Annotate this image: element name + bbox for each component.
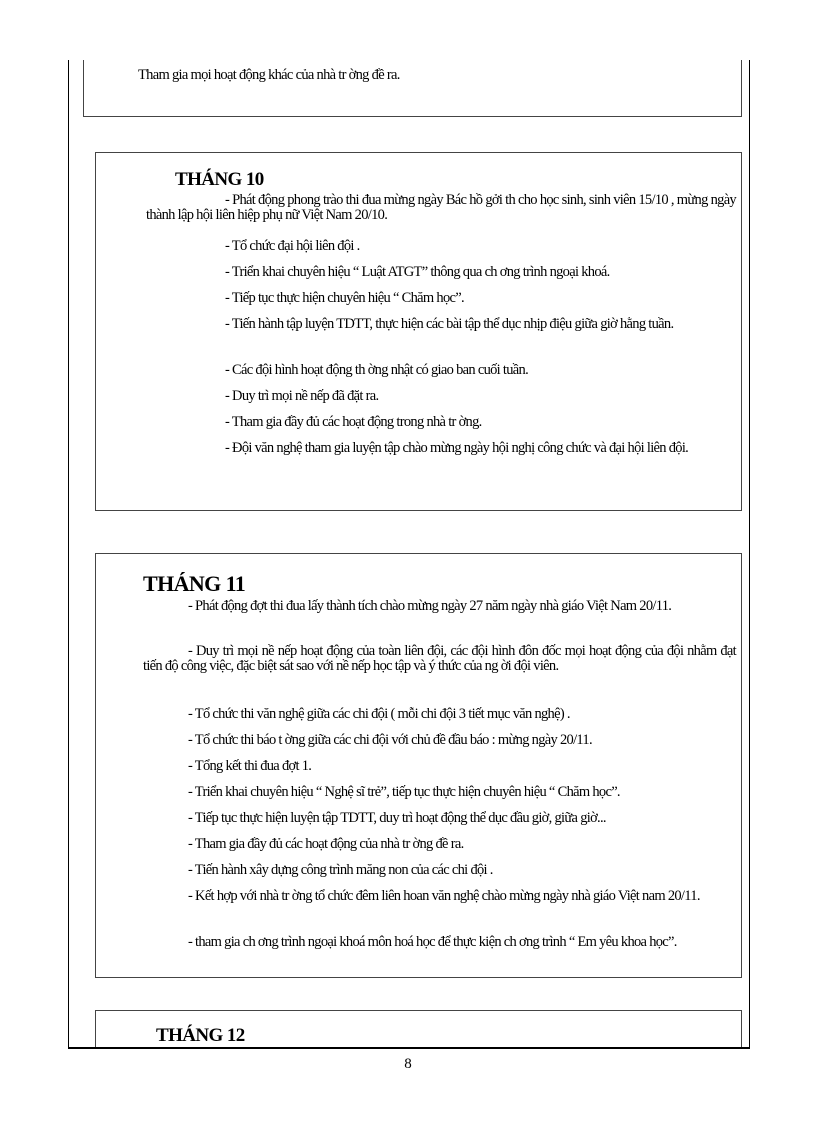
section-thang-11 <box>95 553 742 978</box>
section-thang-12 <box>95 1010 742 1047</box>
list-item: - Tiếp tục thực hiện chuyên hiệu “ Chăm học”. <box>225 290 464 306</box>
list-item: - Phát động đợt thi đua lấy thành tích chào mừng ngày 27 năm ngày nhà giáo Việt Nam 20/11. <box>188 598 672 614</box>
section-heading-thang-10: THÁNG 10 <box>175 169 264 190</box>
list-item: - Tiếp tục thực hiện luyện tập TDTT, duy trì hoạt động thể dục đầu giờ, giữa giờ... <box>188 810 606 826</box>
list-item: - Các đội hình hoạt động th ờng nhật có giao ban cuối tuần. <box>225 362 529 378</box>
list-item: - Duy trì mọi nề nếp hoạt động của toàn liên đội, các đội hình đôn đốc mọi hoạt động của đội nhằm đạt tiến độ công việc, đặc biệt sát sao với nề nếp học tập và ý thức của ng ời đội viên. <box>143 643 736 674</box>
list-item: - Duy trì mọi nề nếp đã đặt ra. <box>225 388 379 404</box>
list-item: - Tham gia đầy đủ các hoạt động của nhà tr ờng đề ra. <box>188 836 464 852</box>
list-item: - tham gia ch ơng trình ngoại khoá môn hoá học để thực kiện ch ơng trình “ Em yêu khoa học”. <box>188 934 677 950</box>
list-item: - Đội văn nghệ tham gia luyện tập chào mừng ngày hội nghị công chức và đại hội liên đội. <box>225 440 689 456</box>
list-item: - Kết hợp với nhà tr ờng tổ chức đêm liên hoan văn nghệ chào mừng ngày nhà giáo Việt nam 20/11. <box>188 888 700 904</box>
list-item: - Tổ chức thi báo t ờng giữa các chi đội với chủ đề đầu báo : mừng ngày 20/11. <box>188 732 592 748</box>
list-item: - Tổng kết thi đua đợt 1. <box>188 758 312 774</box>
list-item: - Phát động phong trào thi đua mừng ngày Bác hồ gởi th cho học sinh, sinh viên 15/10 , mừng ngày thành lập hội liên hiệp phụ nữ Việt Nam 20/10. <box>146 192 736 223</box>
list-item: - Tiến hành xây dựng công trình măng non của các chi đội . <box>188 862 493 878</box>
top-box <box>83 60 742 117</box>
section-thang-10 <box>95 152 742 511</box>
section-heading-thang-11: THÁNG 11 <box>143 571 246 596</box>
list-item: - Tham gia đầy đủ các hoạt động trong nhà tr ờng. <box>225 414 482 430</box>
list-item: - Triển khai chuyên hiệu “ Luật ATGT” thông qua ch ơng trình ngoại khoá. <box>225 264 610 280</box>
top-box-text: Tham gia mọi hoạt động khác của nhà tr ờng đề ra. <box>138 67 400 83</box>
list-item: - Tiến hành tập luyện TDTT, thực hiện các bài tập thể dục nhịp điệu giữa giờ hằng tuần. <box>225 316 674 332</box>
list-item: - Tổ chức thi văn nghệ giữa các chi đội ( mỗi chi đội 3 tiết mục văn nghệ) . <box>188 706 570 722</box>
list-item: - Tổ chức đại hội liên đội . <box>225 238 360 254</box>
list-item: - Triển khai chuyên hiệu “ Nghệ sĩ trẻ”, tiếp tục thực hiện chuyên hiệu “ Chăm học”. <box>188 784 620 800</box>
section-heading-thang-12: THÁNG 12 <box>156 1025 245 1046</box>
page-number: 8 <box>404 1056 412 1072</box>
